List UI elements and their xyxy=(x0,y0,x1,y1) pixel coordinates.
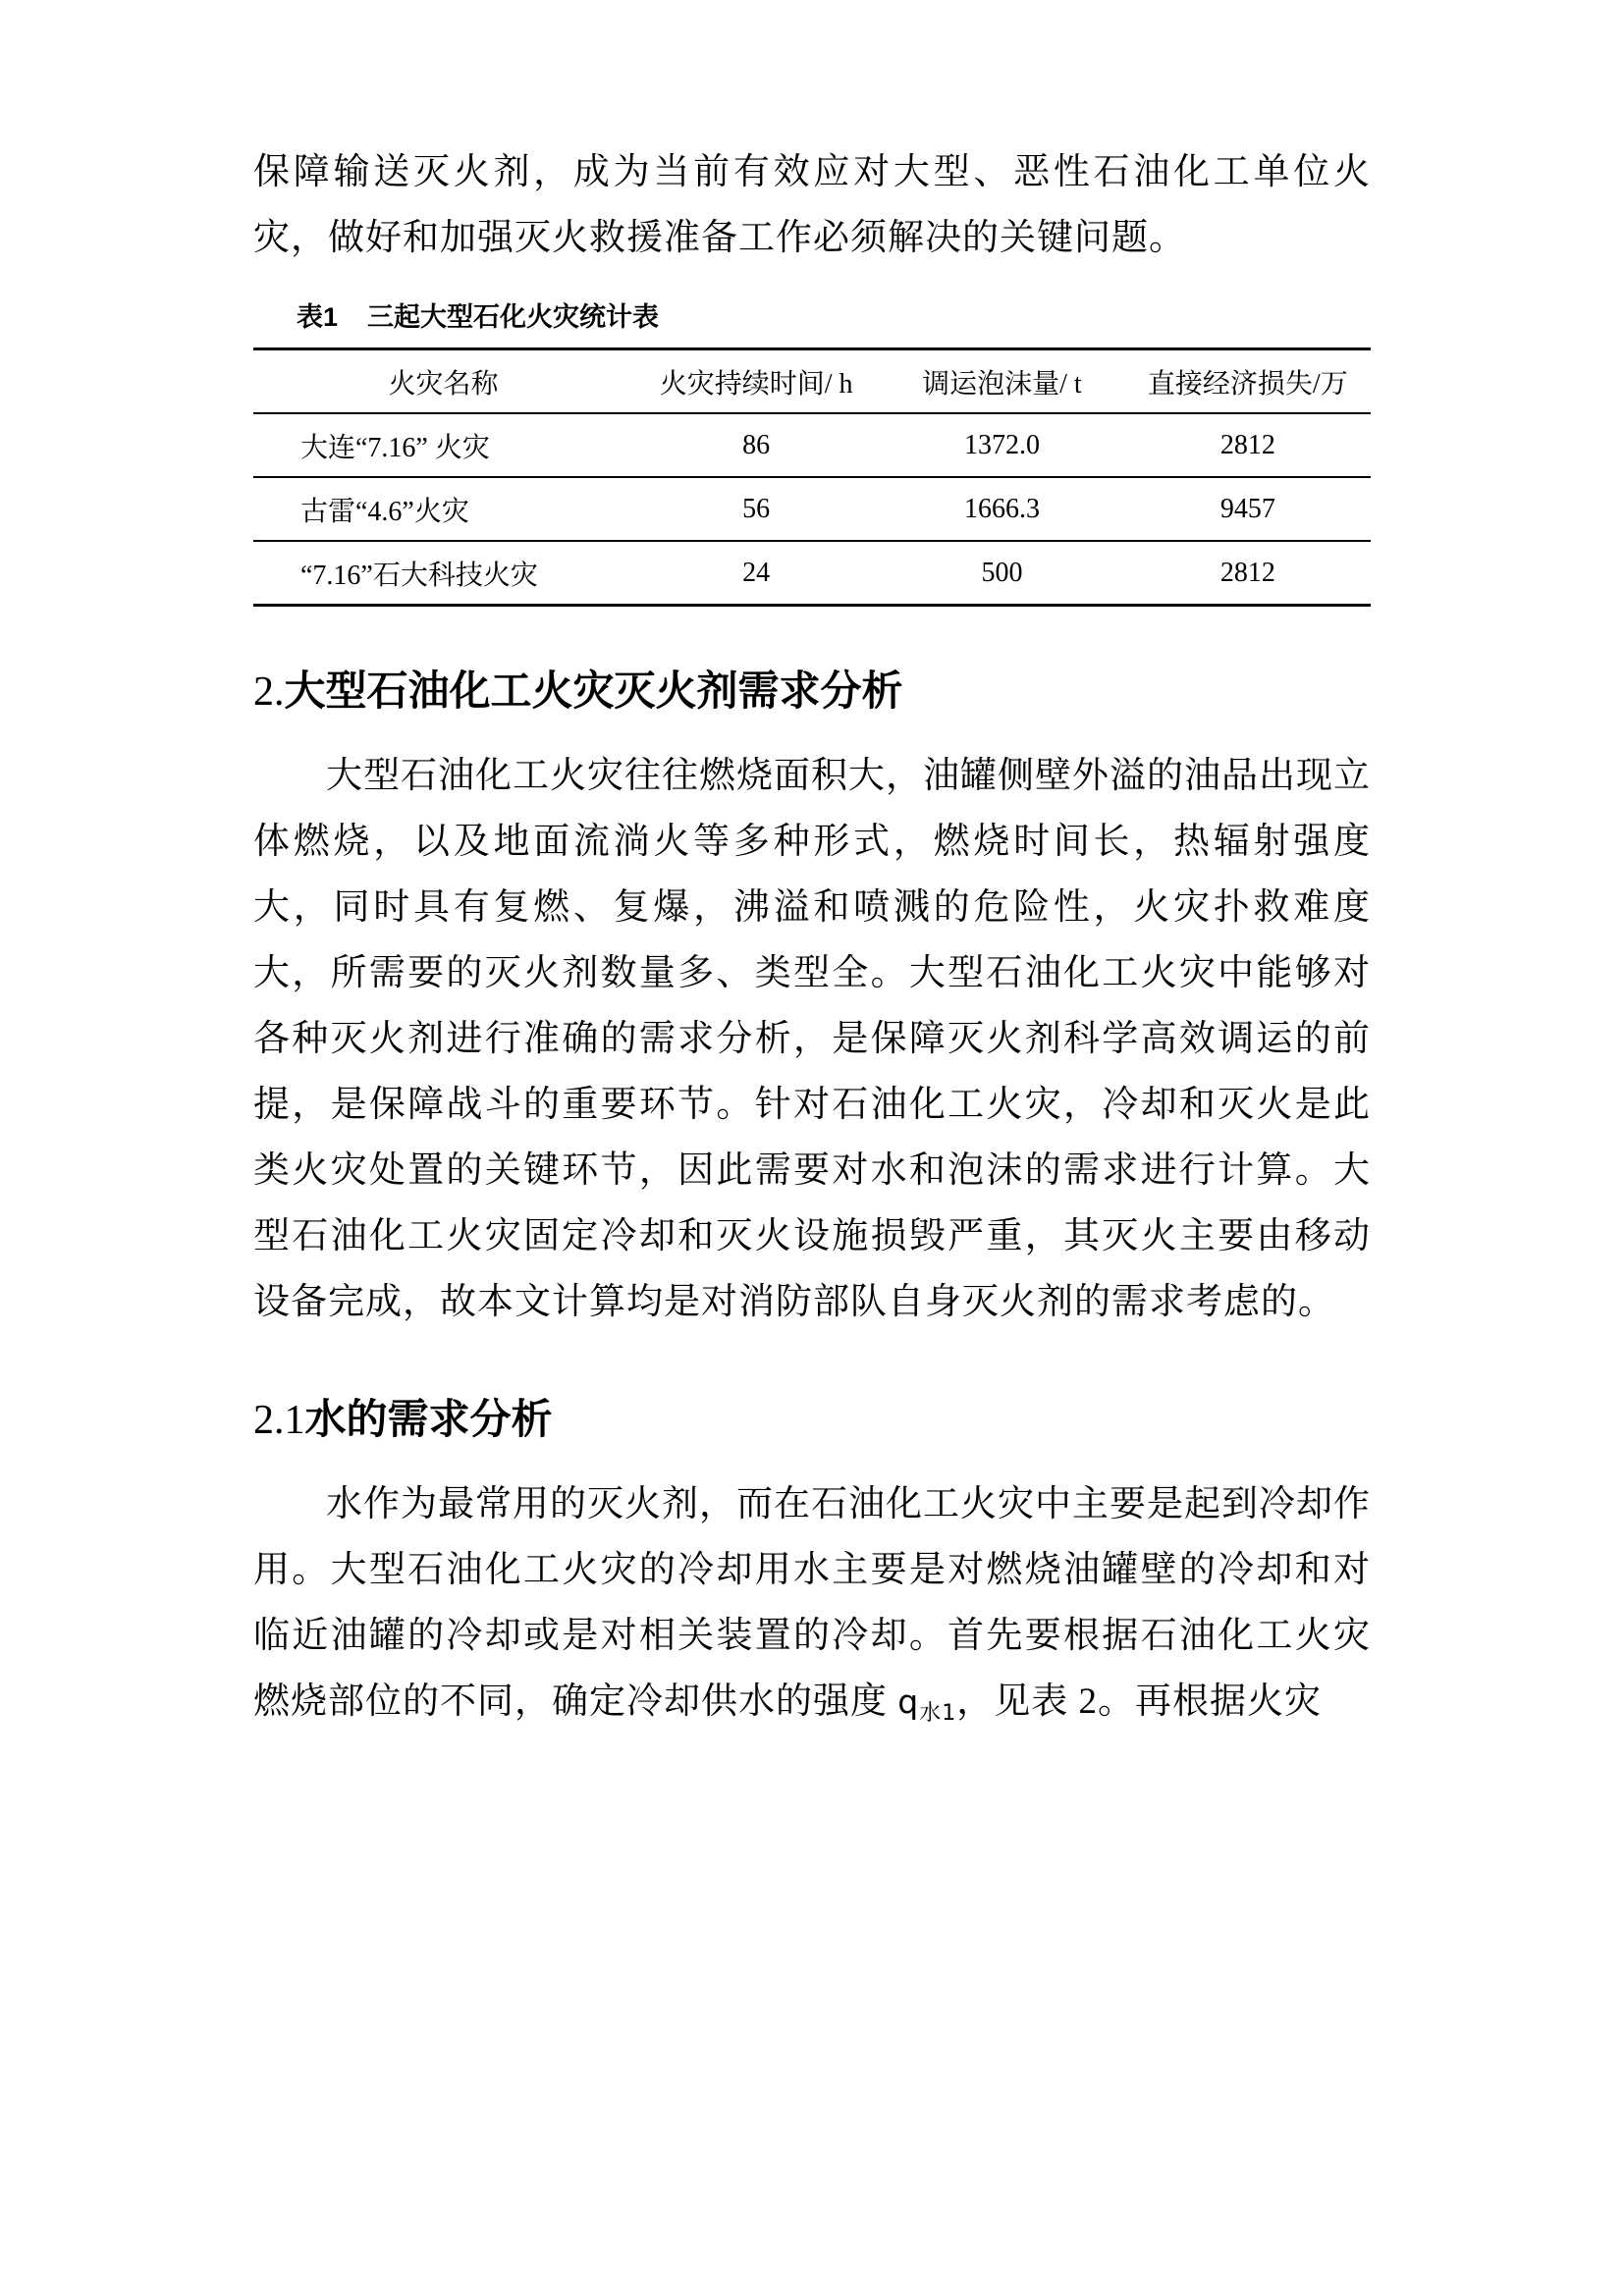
cell-foam: 1666.3 xyxy=(879,477,1124,541)
section-heading-2-1 xyxy=(253,1394,1371,1446)
section-2-paragraph: 大型石油化工火灾往往燃烧面积大，油罐侧壁外溢的油品出现立体燃烧，以及地面流淌火等多种形式，燃烧时间长，热辐射强度大，同时具有复燃、复爆，沸溢和喷溅的危险性，火灾扑救难度大，所需要的灭火剂数量多、类型全。大型石油化工火灾中能够对各种灭火剂进行准确的需求分析，是保障灭火剂科学高效调运的前提，是保障战斗的重要环节。针对石油化工火灾，冷却和灭火是此类火灾处置的关键环节，因此需要对水和泡沫的需求进行计算。大型石油化工火灾固定冷却和灭火设施损毁严重，其灭火主要由移动设备完成，故本文计算均是对消防部队自身灭火剂的需求考虑的。 xyxy=(253,756,1371,1322)
cell-duration: 56 xyxy=(633,477,879,541)
table-header-row xyxy=(253,349,1371,414)
formula-q-variable: q xyxy=(897,1682,920,1721)
paragraph-text-before: 水作为最常用的灭火剂，而在石油化工火灾中主要是起到冷却作用。大型石油化工火灾的冷却用水主要是对燃烧油罐壁的冷却和对临近油罐的冷却或是对相关装置的冷却。首先要根据石油化工火灾燃烧部位的不同，确定冷却供水的强度 xyxy=(253,1484,1371,1722)
section-number: 2. xyxy=(253,669,285,715)
col-header-loss: 直接经济损失/万 xyxy=(1125,349,1371,414)
intro-paragraph: 保障输送灭火剂，成为当前有效应对大型、恶性石油化工单位火灾，做好和加强灭火救援准备工作必须解决的关键问题。 xyxy=(253,152,1371,258)
section-heading-2 xyxy=(253,666,1371,718)
section-title: 大型石油化工火灾灭火剂需求分析 xyxy=(284,667,903,714)
table-caption-title: 三起大型石化火灾统计表 xyxy=(367,302,660,332)
col-header-foam: 调运泡沫量/ t xyxy=(879,349,1124,414)
cell-foam: 1372.0 xyxy=(879,413,1124,477)
section-number: 2.1 xyxy=(253,1398,305,1443)
cell-loss: 2812 xyxy=(1125,541,1371,606)
table-caption-label: 表1 xyxy=(297,302,339,332)
section-2-1-paragraph xyxy=(253,1471,1371,1746)
paragraph-text-after: ，见表 2。再根据火灾 xyxy=(956,1682,1322,1722)
cell-duration: 86 xyxy=(633,413,879,477)
table-row xyxy=(253,477,1371,541)
cell-fire-name: “7.16”石大科技火灾 xyxy=(253,541,633,606)
cell-fire-name: 大连“7.16” 火灾 xyxy=(253,413,633,477)
table-row xyxy=(253,541,1371,606)
cell-duration: 24 xyxy=(633,541,879,606)
fire-statistics-table xyxy=(253,347,1371,607)
col-header-fire-name: 火灾名称 xyxy=(253,349,633,414)
table-row xyxy=(253,413,1371,477)
formula-q-subscript: 水1 xyxy=(919,1701,957,1726)
section-title: 水的需求分析 xyxy=(304,1396,553,1442)
cell-fire-name: 古雷“4.6”火灾 xyxy=(253,477,633,541)
table-caption xyxy=(297,300,1371,334)
cell-loss: 2812 xyxy=(1125,413,1371,477)
cell-foam: 500 xyxy=(879,541,1124,606)
col-header-duration: 火灾持续时间/ h xyxy=(633,349,879,414)
cell-loss: 9457 xyxy=(1125,477,1371,541)
